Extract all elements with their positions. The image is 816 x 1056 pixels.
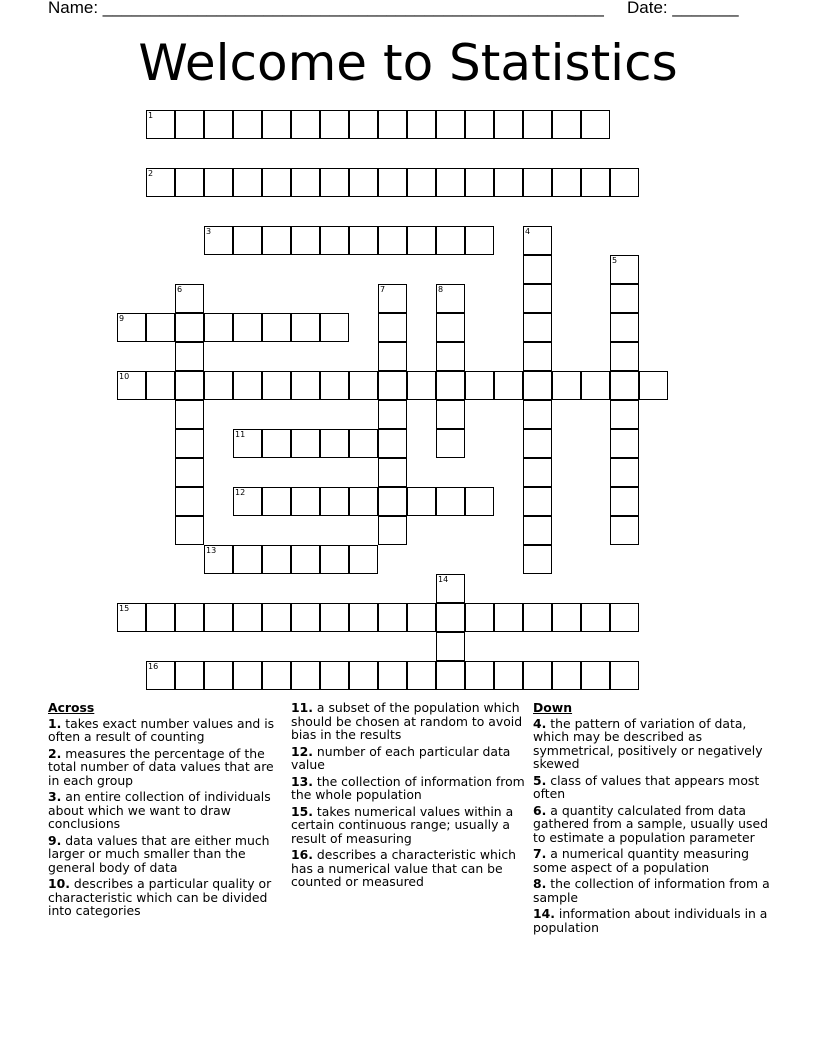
crossword-cell[interactable] (349, 487, 378, 516)
crossword-cell[interactable] (175, 661, 204, 690)
clue-item (48, 790, 280, 831)
crossword-cell[interactable] (610, 487, 639, 516)
crossword-cell[interactable] (523, 313, 552, 342)
crossword-cell[interactable] (610, 284, 639, 313)
crossword-cell[interactable] (378, 342, 407, 371)
crossword-cell[interactable] (407, 603, 436, 632)
clue-text: a subset of the population which should be chosen at random to avoid bias in the results (291, 700, 523, 742)
crossword-cell[interactable] (175, 458, 204, 487)
name-blank[interactable]: _____________________________________________________ (102, 0, 604, 17)
crossword-cell[interactable] (349, 429, 378, 458)
crossword-cell[interactable] (291, 110, 320, 139)
crossword-cell[interactable] (523, 429, 552, 458)
crossword-cell[interactable] (320, 487, 349, 516)
clue-item (533, 847, 771, 874)
crossword-cell[interactable] (523, 110, 552, 139)
crossword-cell[interactable] (436, 429, 465, 458)
crossword-cell[interactable] (175, 284, 204, 313)
clue-number-label: 4. (533, 715, 547, 731)
clue-number: 10 (119, 372, 130, 381)
clue-number: 5 (612, 256, 618, 265)
clue-text: class of values that appears most often (533, 772, 760, 801)
crossword-cell[interactable] (407, 168, 436, 197)
crossword-cell[interactable] (146, 371, 175, 400)
crossword-cell[interactable] (436, 400, 465, 429)
crossword-cell[interactable] (610, 342, 639, 371)
clue-item (291, 745, 527, 772)
across-heading: Across (48, 700, 95, 715)
crossword-cell[interactable] (378, 516, 407, 545)
crossword-cell[interactable] (552, 661, 581, 690)
crossword-cell[interactable] (581, 110, 610, 139)
clue-item (48, 834, 280, 875)
crossword-cell[interactable] (320, 429, 349, 458)
crossword-cell[interactable] (523, 603, 552, 632)
crossword-cell[interactable] (175, 429, 204, 458)
clue-number-label: 14. (533, 906, 555, 921)
date-blank[interactable]: _______ (672, 0, 739, 17)
clue-number-label: 5. (533, 772, 547, 788)
crossword-cell[interactable] (436, 342, 465, 371)
clue-number: 9 (119, 314, 125, 323)
clue-item (533, 907, 771, 934)
clue-item (48, 717, 280, 744)
crossword-cell[interactable] (610, 313, 639, 342)
crossword-cell[interactable] (349, 110, 378, 139)
crossword-cell[interactable] (523, 371, 552, 400)
crossword-cell[interactable] (262, 487, 291, 516)
down-clues (533, 717, 771, 935)
clue-number: 3 (206, 227, 212, 236)
crossword-cell[interactable] (233, 110, 262, 139)
clue-text: takes numerical values within a certain continuous range; usually a result of measuring (291, 803, 514, 846)
crossword-cell[interactable] (291, 371, 320, 400)
clue-number: 8 (438, 285, 444, 294)
crossword-cell[interactable] (233, 168, 262, 197)
clue-text: describes a characteristic which has a numerical value that can be counted or measured (291, 847, 516, 889)
crossword-cell[interactable] (407, 661, 436, 690)
clues-across-column (48, 701, 280, 921)
crossword-cell[interactable] (262, 661, 291, 690)
crossword-cell[interactable] (204, 603, 233, 632)
clue-item (48, 877, 280, 918)
crossword-cell[interactable] (581, 168, 610, 197)
clue-text: number of each particular data value (291, 743, 511, 772)
date-field[interactable] (627, 0, 739, 18)
crossword-cell[interactable] (378, 400, 407, 429)
clue-number-label: 7. (533, 846, 547, 861)
crossword-cell[interactable] (436, 313, 465, 342)
crossword-cell[interactable] (465, 603, 494, 632)
crossword-cell[interactable] (291, 603, 320, 632)
crossword-cell[interactable] (610, 255, 639, 284)
crossword-cell[interactable] (175, 342, 204, 371)
crossword-cell[interactable] (523, 487, 552, 516)
crossword-cell[interactable] (436, 110, 465, 139)
crossword-cell[interactable] (378, 284, 407, 313)
clue-text: the collection of information from a sample (533, 876, 770, 905)
clue-item (291, 805, 527, 846)
clue-text: a numerical quantity measuring some aspect of a population (533, 846, 749, 875)
crossword-cell[interactable] (117, 603, 146, 632)
crossword-cell[interactable] (320, 371, 349, 400)
page-title: Welcome to Statistics (138, 34, 678, 92)
name-field[interactable] (48, 0, 604, 18)
clue-item (291, 701, 527, 742)
crossword-cell[interactable] (204, 110, 233, 139)
clue-number-label: 10. (48, 876, 70, 891)
clues-down-column (533, 701, 771, 937)
clue-text: measures the percentage of the total number of data values that are in each group (48, 745, 274, 788)
clue-number: 12 (235, 488, 246, 497)
crossword-cell[interactable] (204, 545, 233, 574)
crossword-cell[interactable] (262, 545, 291, 574)
date-label: Date: (627, 0, 673, 17)
crossword-cell[interactable] (465, 371, 494, 400)
crossword-cell[interactable] (494, 110, 523, 139)
crossword-cell[interactable] (378, 429, 407, 458)
clue-number: 2 (148, 169, 154, 178)
down-heading: Down (533, 700, 573, 715)
crossword-cell[interactable] (523, 226, 552, 255)
crossword-cell[interactable] (436, 284, 465, 313)
crossword-cell[interactable] (204, 313, 233, 342)
crossword-cell[interactable] (494, 603, 523, 632)
crossword-cell[interactable] (436, 574, 465, 603)
crossword-cell[interactable] (523, 284, 552, 313)
crossword-cell[interactable] (291, 545, 320, 574)
clue-text: data values that are either much larger or much smaller than the general body of data (48, 832, 270, 875)
crossword-cell[interactable] (610, 661, 639, 690)
clue-number-label: 1. (48, 715, 62, 731)
crossword-cell[interactable] (349, 603, 378, 632)
crossword-cell[interactable] (610, 371, 639, 400)
crossword-cell[interactable] (639, 371, 668, 400)
clue-number-label: 12. (291, 743, 313, 759)
crossword-cell[interactable] (175, 487, 204, 516)
crossword-cell[interactable] (465, 487, 494, 516)
crossword-cell[interactable] (233, 371, 262, 400)
crossword-cell[interactable] (233, 545, 262, 574)
crossword-cell[interactable] (146, 313, 175, 342)
crossword-cell[interactable] (378, 110, 407, 139)
crossword-cell[interactable] (320, 110, 349, 139)
clue-item (533, 877, 771, 904)
clue-item (533, 717, 771, 771)
clues-across-continued-column (291, 701, 527, 892)
clue-item (533, 774, 771, 801)
crossword-cell[interactable] (349, 226, 378, 255)
crossword-cell[interactable] (610, 603, 639, 632)
crossword-cell[interactable] (523, 545, 552, 574)
crossword-cell[interactable] (320, 313, 349, 342)
clue-item (291, 848, 527, 889)
clue-number-label: 6. (533, 802, 547, 818)
crossword-cell[interactable] (610, 516, 639, 545)
crossword-cell[interactable] (523, 255, 552, 284)
crossword-cell[interactable] (523, 168, 552, 197)
crossword-cell[interactable] (378, 226, 407, 255)
header (48, 0, 756, 22)
clue-number: 11 (235, 430, 246, 439)
clue-number-label: 9. (48, 832, 62, 848)
crossword-cell[interactable] (204, 226, 233, 255)
crossword-cell[interactable] (146, 661, 175, 690)
crossword-cell[interactable] (262, 429, 291, 458)
crossword-cell[interactable] (465, 168, 494, 197)
clue-number-label: 16. (291, 847, 313, 862)
crossword-cell[interactable] (175, 603, 204, 632)
crossword-cell[interactable] (407, 110, 436, 139)
crossword-cell[interactable] (523, 516, 552, 545)
crossword-cell[interactable] (233, 313, 262, 342)
crossword-cell[interactable] (523, 400, 552, 429)
clue-number-label: 3. (48, 789, 62, 804)
clue-text: describes a particular quality or characteristic which can be divided into categories (48, 876, 272, 918)
crossword-cell[interactable] (204, 168, 233, 197)
crossword-cell[interactable] (581, 603, 610, 632)
crossword-cell[interactable] (378, 458, 407, 487)
crossword-cell[interactable] (320, 168, 349, 197)
crossword-cell[interactable] (233, 487, 262, 516)
crossword-cell[interactable] (233, 226, 262, 255)
crossword-cell[interactable] (262, 226, 291, 255)
clue-number: 14 (438, 575, 449, 584)
clue-number-label: 13. (291, 773, 313, 789)
crossword-cell[interactable] (262, 371, 291, 400)
name-label: Name: (48, 0, 103, 17)
crossword-cell[interactable] (465, 110, 494, 139)
clue-text: information about individuals in a population (533, 906, 768, 935)
crossword-cell[interactable] (552, 168, 581, 197)
crossword-cell[interactable] (523, 661, 552, 690)
crossword-cell[interactable] (175, 168, 204, 197)
crossword-cell[interactable] (291, 168, 320, 197)
crossword-cell[interactable] (204, 661, 233, 690)
crossword-cell[interactable] (436, 632, 465, 661)
crossword-cell[interactable] (291, 661, 320, 690)
clue-number: 15 (119, 604, 130, 613)
crossword-cell[interactable] (262, 603, 291, 632)
crossword-cell[interactable] (233, 429, 262, 458)
crossword-cell[interactable] (320, 661, 349, 690)
crossword-cell[interactable] (146, 110, 175, 139)
crossword-cell[interactable] (117, 313, 146, 342)
clue-number-label: 8. (533, 876, 547, 891)
clue-number-label: 2. (48, 745, 62, 761)
crossword-cell[interactable] (436, 226, 465, 255)
clue-number: 6 (177, 285, 183, 294)
clue-number: 4 (525, 227, 531, 236)
clue-text: takes exact number values and is often a result of counting (48, 715, 275, 744)
crossword-cell[interactable] (291, 487, 320, 516)
clue-item (291, 775, 527, 802)
crossword-cell[interactable] (146, 168, 175, 197)
crossword-cell[interactable] (407, 487, 436, 516)
crossword-cell[interactable] (349, 545, 378, 574)
crossword-cell[interactable] (378, 371, 407, 400)
crossword-cell[interactable] (175, 516, 204, 545)
crossword-cell[interactable] (378, 168, 407, 197)
crossword-cell[interactable] (494, 371, 523, 400)
crossword-cell[interactable] (581, 661, 610, 690)
clue-text: the collection of information from the whole population (291, 773, 525, 802)
crossword-cell[interactable] (610, 168, 639, 197)
crossword-cell[interactable] (436, 603, 465, 632)
crossword-cell[interactable] (291, 226, 320, 255)
crossword-cell[interactable] (175, 400, 204, 429)
clue-number: 13 (206, 546, 217, 555)
clue-item (533, 804, 771, 845)
crossword-cell[interactable] (291, 313, 320, 342)
crossword-cell[interactable] (407, 226, 436, 255)
crossword-cell[interactable] (320, 226, 349, 255)
across-clues (48, 717, 280, 918)
crossword-cell[interactable] (436, 661, 465, 690)
crossword-cell[interactable] (291, 429, 320, 458)
crossword-cell[interactable] (349, 661, 378, 690)
crossword-cell[interactable] (436, 487, 465, 516)
clue-item (48, 747, 280, 788)
clue-number: 1 (148, 111, 154, 120)
crossword-cell[interactable] (436, 168, 465, 197)
crossword-cell[interactable] (378, 313, 407, 342)
crossword-cell[interactable] (552, 603, 581, 632)
crossword-cell[interactable] (465, 226, 494, 255)
crossword-cell[interactable] (117, 371, 146, 400)
crossword-cell[interactable] (523, 458, 552, 487)
crossword-cell[interactable] (552, 371, 581, 400)
crossword-cell[interactable] (349, 168, 378, 197)
crossword-cell[interactable] (175, 110, 204, 139)
crossword-cell[interactable] (262, 168, 291, 197)
clue-text: a quantity calculated from data gathered from a sample, usually used to estimate a population parameter (533, 802, 768, 845)
crossword-cell[interactable] (465, 661, 494, 690)
crossword-cell[interactable] (349, 371, 378, 400)
crossword-cell[interactable] (494, 168, 523, 197)
crossword-cell[interactable] (320, 603, 349, 632)
crossword-cell[interactable] (204, 371, 233, 400)
clue-text: the pattern of variation of data, which may be described as symmetrical, positively or negatively skewed (533, 715, 763, 771)
clue-text: an entire collection of individuals about which we want to draw conclusions (48, 789, 271, 831)
crossword-cell[interactable] (552, 110, 581, 139)
crossword-cell[interactable] (436, 371, 465, 400)
crossword-cell[interactable] (407, 371, 436, 400)
crossword-cell[interactable] (378, 661, 407, 690)
crossword-cell[interactable] (262, 313, 291, 342)
crossword-cell[interactable] (610, 429, 639, 458)
crossword-cell[interactable] (175, 371, 204, 400)
crossword-cell[interactable] (378, 603, 407, 632)
crossword-cell[interactable] (581, 371, 610, 400)
crossword-cell[interactable] (523, 342, 552, 371)
crossword-cell[interactable] (610, 458, 639, 487)
clue-number: 7 (380, 285, 386, 294)
clue-number: 16 (148, 662, 159, 671)
across-clues-continued (291, 701, 527, 889)
crossword-cell[interactable] (262, 110, 291, 139)
crossword-cell[interactable] (146, 603, 175, 632)
crossword-cell[interactable] (494, 661, 523, 690)
clue-number-label: 11. (291, 700, 313, 715)
clue-number-label: 15. (291, 803, 313, 819)
crossword-cell[interactable] (233, 661, 262, 690)
crossword-cell[interactable] (175, 313, 204, 342)
crossword-cell[interactable] (610, 400, 639, 429)
crossword-cell[interactable] (233, 603, 262, 632)
crossword-cell[interactable] (320, 545, 349, 574)
crossword-cell[interactable] (378, 487, 407, 516)
